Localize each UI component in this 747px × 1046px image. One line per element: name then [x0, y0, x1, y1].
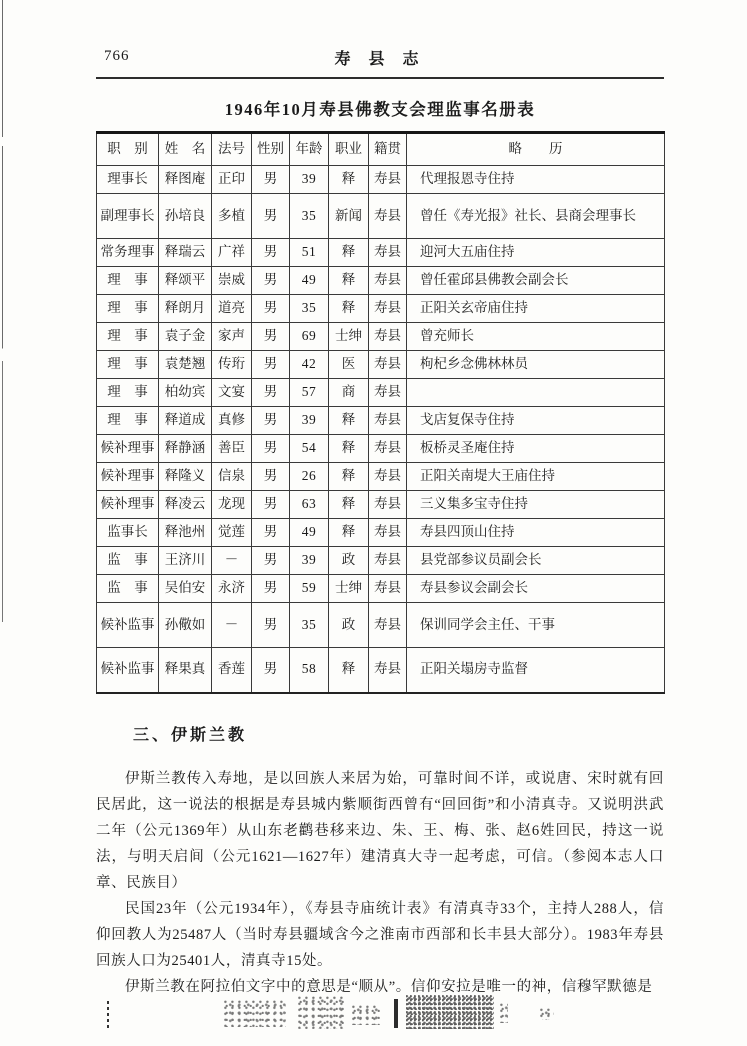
table-row — [97, 379, 665, 407]
cell-dharma_name: 崇威 — [212, 267, 252, 295]
cell-biography: 县党部参议员副会长 — [407, 547, 665, 575]
cell-origin: 寿县 — [369, 351, 407, 379]
cell-biography: 枸杞乡念佛林林员 — [407, 351, 665, 379]
scan-artifact-speckle — [540, 1008, 554, 1020]
cell-gender: 男 — [252, 166, 290, 194]
book-title: 寿 县 志 — [334, 51, 426, 68]
cell-origin: 寿县 — [369, 463, 407, 491]
cell-position: 候补理事 — [97, 491, 159, 519]
cell-biography: 三义集多宝寺住持 — [407, 491, 665, 519]
cell-origin: 寿县 — [369, 575, 407, 603]
cell-gender: 男 — [252, 323, 290, 351]
cell-name: 孙培良 — [159, 194, 212, 239]
scan-artifact-speckle — [406, 995, 494, 1029]
cell-biography: 正阳关玄帝庙住持 — [407, 295, 665, 323]
body-paragraph: 伊斯兰教在阿拉伯文字中的意思是“顺从”。信仰安拉是唯一的神，信穆罕默德是 — [125, 978, 653, 995]
cell-dharma_name: 永济 — [212, 575, 252, 603]
cell-age: 63 — [290, 491, 329, 519]
cell-origin: 寿县 — [369, 648, 407, 693]
cell-biography: 迎河大五庙住持 — [407, 239, 665, 267]
table-row — [97, 267, 665, 295]
cell-age: 58 — [290, 648, 329, 693]
cell-name: 袁楚翘 — [159, 351, 212, 379]
cell-age: 51 — [290, 239, 329, 267]
cell-occupation: 政 — [329, 603, 369, 648]
cell-gender: 男 — [252, 435, 290, 463]
cell-position: 理 事 — [97, 295, 159, 323]
cell-origin: 寿县 — [369, 239, 407, 267]
cell-name: 释颂平 — [159, 267, 212, 295]
cell-dharma_name: 善臣 — [212, 435, 252, 463]
cell-gender: 男 — [252, 648, 290, 693]
cell-dharma_name: 文宴 — [212, 379, 252, 407]
column-header: 法号 — [212, 133, 252, 166]
cell-position: 候补理事 — [97, 463, 159, 491]
cell-age: 54 — [290, 435, 329, 463]
cell-occupation: 士绅 — [329, 575, 369, 603]
cell-occupation: 释 — [329, 463, 369, 491]
table-row — [97, 491, 665, 519]
cell-dharma_name: 传珩 — [212, 351, 252, 379]
cell-origin: 寿县 — [369, 194, 407, 239]
cell-age: 69 — [290, 323, 329, 351]
cell-occupation: 士绅 — [329, 323, 369, 351]
cell-age: 39 — [290, 407, 329, 435]
cell-dharma_name: 龙现 — [212, 491, 252, 519]
cell-occupation: 释 — [329, 166, 369, 194]
section-heading: 三、伊斯兰教 — [133, 726, 248, 744]
column-header: 略 历 — [407, 133, 665, 166]
cell-name: 释果真 — [159, 648, 212, 693]
column-header: 职业 — [329, 133, 369, 166]
cell-dharma_name: 道亮 — [212, 295, 252, 323]
cell-occupation: 新闻 — [329, 194, 369, 239]
cell-age: 49 — [290, 267, 329, 295]
scan-artifact-speckle — [224, 1000, 286, 1027]
table-row — [97, 194, 665, 239]
cell-dharma_name: 家声 — [212, 323, 252, 351]
running-header — [96, 46, 664, 79]
table-row — [97, 351, 665, 379]
cell-origin: 寿县 — [369, 491, 407, 519]
cell-name: 释瑞云 — [159, 239, 212, 267]
cell-position: 常务理事 — [97, 239, 159, 267]
cell-dharma_name: 觉莲 — [212, 519, 252, 547]
roster-body — [97, 166, 665, 693]
page-content — [96, 0, 664, 1000]
cell-gender: 男 — [252, 351, 290, 379]
cell-gender: 男 — [252, 491, 290, 519]
cell-age: 39 — [290, 166, 329, 194]
cell-origin: 寿县 — [369, 603, 407, 648]
cell-name: 释图庵 — [159, 166, 212, 194]
cell-biography: 代理报恩寺住持 — [407, 166, 665, 194]
cell-age: 39 — [290, 547, 329, 575]
cell-biography: 寿县四顶山住持 — [407, 519, 665, 547]
table-row — [97, 295, 665, 323]
cell-origin: 寿县 — [369, 323, 407, 351]
cell-biography: 曾任《寿光报》社长、县商会理事长 — [407, 194, 665, 239]
table-title: 1946年10月寿县佛教支会理监事名册表 — [224, 100, 536, 119]
cell-origin: 寿县 — [369, 379, 407, 407]
cell-age: 35 — [290, 194, 329, 239]
cell-name: 释朗月 — [159, 295, 212, 323]
table-row — [97, 547, 665, 575]
cell-age: 42 — [290, 351, 329, 379]
cell-age: 57 — [290, 379, 329, 407]
cell-age: 35 — [290, 295, 329, 323]
cell-gender: 男 — [252, 519, 290, 547]
cell-name: 袁子金 — [159, 323, 212, 351]
cell-position: 监事长 — [97, 519, 159, 547]
table-row — [97, 239, 665, 267]
cell-dharma_name: 广祥 — [212, 239, 252, 267]
cell-occupation: 医 — [329, 351, 369, 379]
column-header: 职 别 — [97, 133, 159, 166]
cell-biography: 正阳关塌房寺监督 — [407, 648, 665, 693]
column-header: 姓 名 — [159, 133, 212, 166]
cell-position: 理 事 — [97, 351, 159, 379]
cell-occupation: 释 — [329, 239, 369, 267]
cell-gender: 男 — [252, 295, 290, 323]
cell-origin: 寿县 — [369, 166, 407, 194]
scan-artifact-speckle — [352, 1005, 380, 1025]
table-row — [97, 407, 665, 435]
scan-artifact-left-edge — [2, 0, 3, 622]
cell-position: 理 事 — [97, 379, 159, 407]
table-row — [97, 435, 665, 463]
cell-position: 理 事 — [97, 407, 159, 435]
cell-biography: 曾任霍邱县佛教会副会长 — [407, 267, 665, 295]
table-row — [97, 166, 665, 194]
cell-name: 释静涵 — [159, 435, 212, 463]
table-header-row — [97, 133, 665, 166]
cell-gender: 男 — [252, 267, 290, 295]
body-paragraph: 民国23年（公元1934年），《寿县寺庙统计表》有清真寺33个，主持人288人，信仰回教人为25487人（当时寿县疆域含今之淮南市西部和长丰县大部分）。1983年寿县回族人口为25401人，清真寺15处。 — [96, 900, 664, 969]
cell-position: 理 事 — [97, 323, 159, 351]
body-text — [96, 766, 664, 1000]
cell-position: 理 事 — [97, 267, 159, 295]
cell-origin: 寿县 — [369, 407, 407, 435]
roster-table — [96, 131, 665, 694]
cell-origin: 寿县 — [369, 547, 407, 575]
cell-name: 释道成 — [159, 407, 212, 435]
scan-artifact-tick — [107, 1001, 109, 1030]
cell-biography: 保训同学会主任、干事 — [407, 603, 665, 648]
column-header: 性别 — [252, 133, 290, 166]
cell-gender: 男 — [252, 463, 290, 491]
cell-name: 吴伯安 — [159, 575, 212, 603]
cell-dharma_name: 真修 — [212, 407, 252, 435]
cell-dharma_name: － — [212, 547, 252, 575]
cell-position: 监 事 — [97, 575, 159, 603]
column-header: 年龄 — [290, 133, 329, 166]
cell-occupation: 释 — [329, 435, 369, 463]
cell-name: 释凌云 — [159, 491, 212, 519]
cell-age: 49 — [290, 519, 329, 547]
cell-biography: 寿县参议会副会长 — [407, 575, 665, 603]
scan-artifact-bar — [394, 999, 398, 1028]
cell-name: 释池州 — [159, 519, 212, 547]
cell-dharma_name: 正印 — [212, 166, 252, 194]
cell-occupation: 释 — [329, 491, 369, 519]
cell-position: 候补理事 — [97, 435, 159, 463]
cell-dharma_name: 信泉 — [212, 463, 252, 491]
table-row — [97, 575, 665, 603]
cell-dharma_name: 香莲 — [212, 648, 252, 693]
cell-gender: 男 — [252, 575, 290, 603]
cell-occupation: 释 — [329, 295, 369, 323]
cell-name: 释隆义 — [159, 463, 212, 491]
cell-biography: 板桥灵圣庵住持 — [407, 435, 665, 463]
cell-gender: 男 — [252, 603, 290, 648]
cell-position: 监 事 — [97, 547, 159, 575]
cell-origin: 寿县 — [369, 519, 407, 547]
page-number: 766 — [104, 48, 130, 64]
cell-origin: 寿县 — [369, 435, 407, 463]
cell-age: 26 — [290, 463, 329, 491]
cell-position: 理事长 — [97, 166, 159, 194]
table-row — [97, 463, 665, 491]
cell-gender: 男 — [252, 407, 290, 435]
table-row — [97, 603, 665, 648]
cell-occupation: 释 — [329, 407, 369, 435]
cell-name: 孙儆如 — [159, 603, 212, 648]
table-row — [97, 648, 665, 693]
cell-dharma_name: 多植 — [212, 194, 252, 239]
cell-position: 副理事长 — [97, 194, 159, 239]
cell-position: 候补监事 — [97, 603, 159, 648]
cell-origin: 寿县 — [369, 267, 407, 295]
cell-origin: 寿县 — [369, 295, 407, 323]
body-paragraph: 伊斯兰教传入寿地，是以回族人来居为始，可靠时间不详，或说唐、宋时就有回民居此，这一说法的根据是寿县城内紫顺街西曾有“回回街”和小清真寺。又说明洪武二年（公元1369年）从山东老鹳巷移来边、朱、王、梅、张、赵6姓回民，持这一说法，与明天启间（公元1621—1627年）建清真大寺一起考虑，可信。（参阅本志人口章、民族目） — [96, 770, 664, 891]
cell-age: 35 — [290, 603, 329, 648]
cell-gender: 男 — [252, 547, 290, 575]
cell-occupation: 释 — [329, 648, 369, 693]
table-row — [97, 323, 665, 351]
cell-gender: 男 — [252, 379, 290, 407]
cell-name: 柏幼宾 — [159, 379, 212, 407]
cell-biography — [407, 379, 665, 407]
cell-biography: 戈店复保寺住持 — [407, 407, 665, 435]
table-row — [97, 519, 665, 547]
cell-occupation: 释 — [329, 267, 369, 295]
cell-gender: 男 — [252, 194, 290, 239]
cell-gender: 男 — [252, 239, 290, 267]
column-header: 籍贯 — [369, 133, 407, 166]
cell-name: 王济川 — [159, 547, 212, 575]
cell-dharma_name: － — [212, 603, 252, 648]
cell-biography: 曾充师长 — [407, 323, 665, 351]
cell-age: 59 — [290, 575, 329, 603]
scan-artifact-speckle — [500, 1003, 508, 1023]
cell-biography: 正阳关南堤大王庙住持 — [407, 463, 665, 491]
cell-occupation: 释 — [329, 519, 369, 547]
cell-position: 候补监事 — [97, 648, 159, 693]
cell-occupation: 商 — [329, 379, 369, 407]
cell-occupation: 政 — [329, 547, 369, 575]
scan-artifact-speckle — [298, 996, 344, 1029]
